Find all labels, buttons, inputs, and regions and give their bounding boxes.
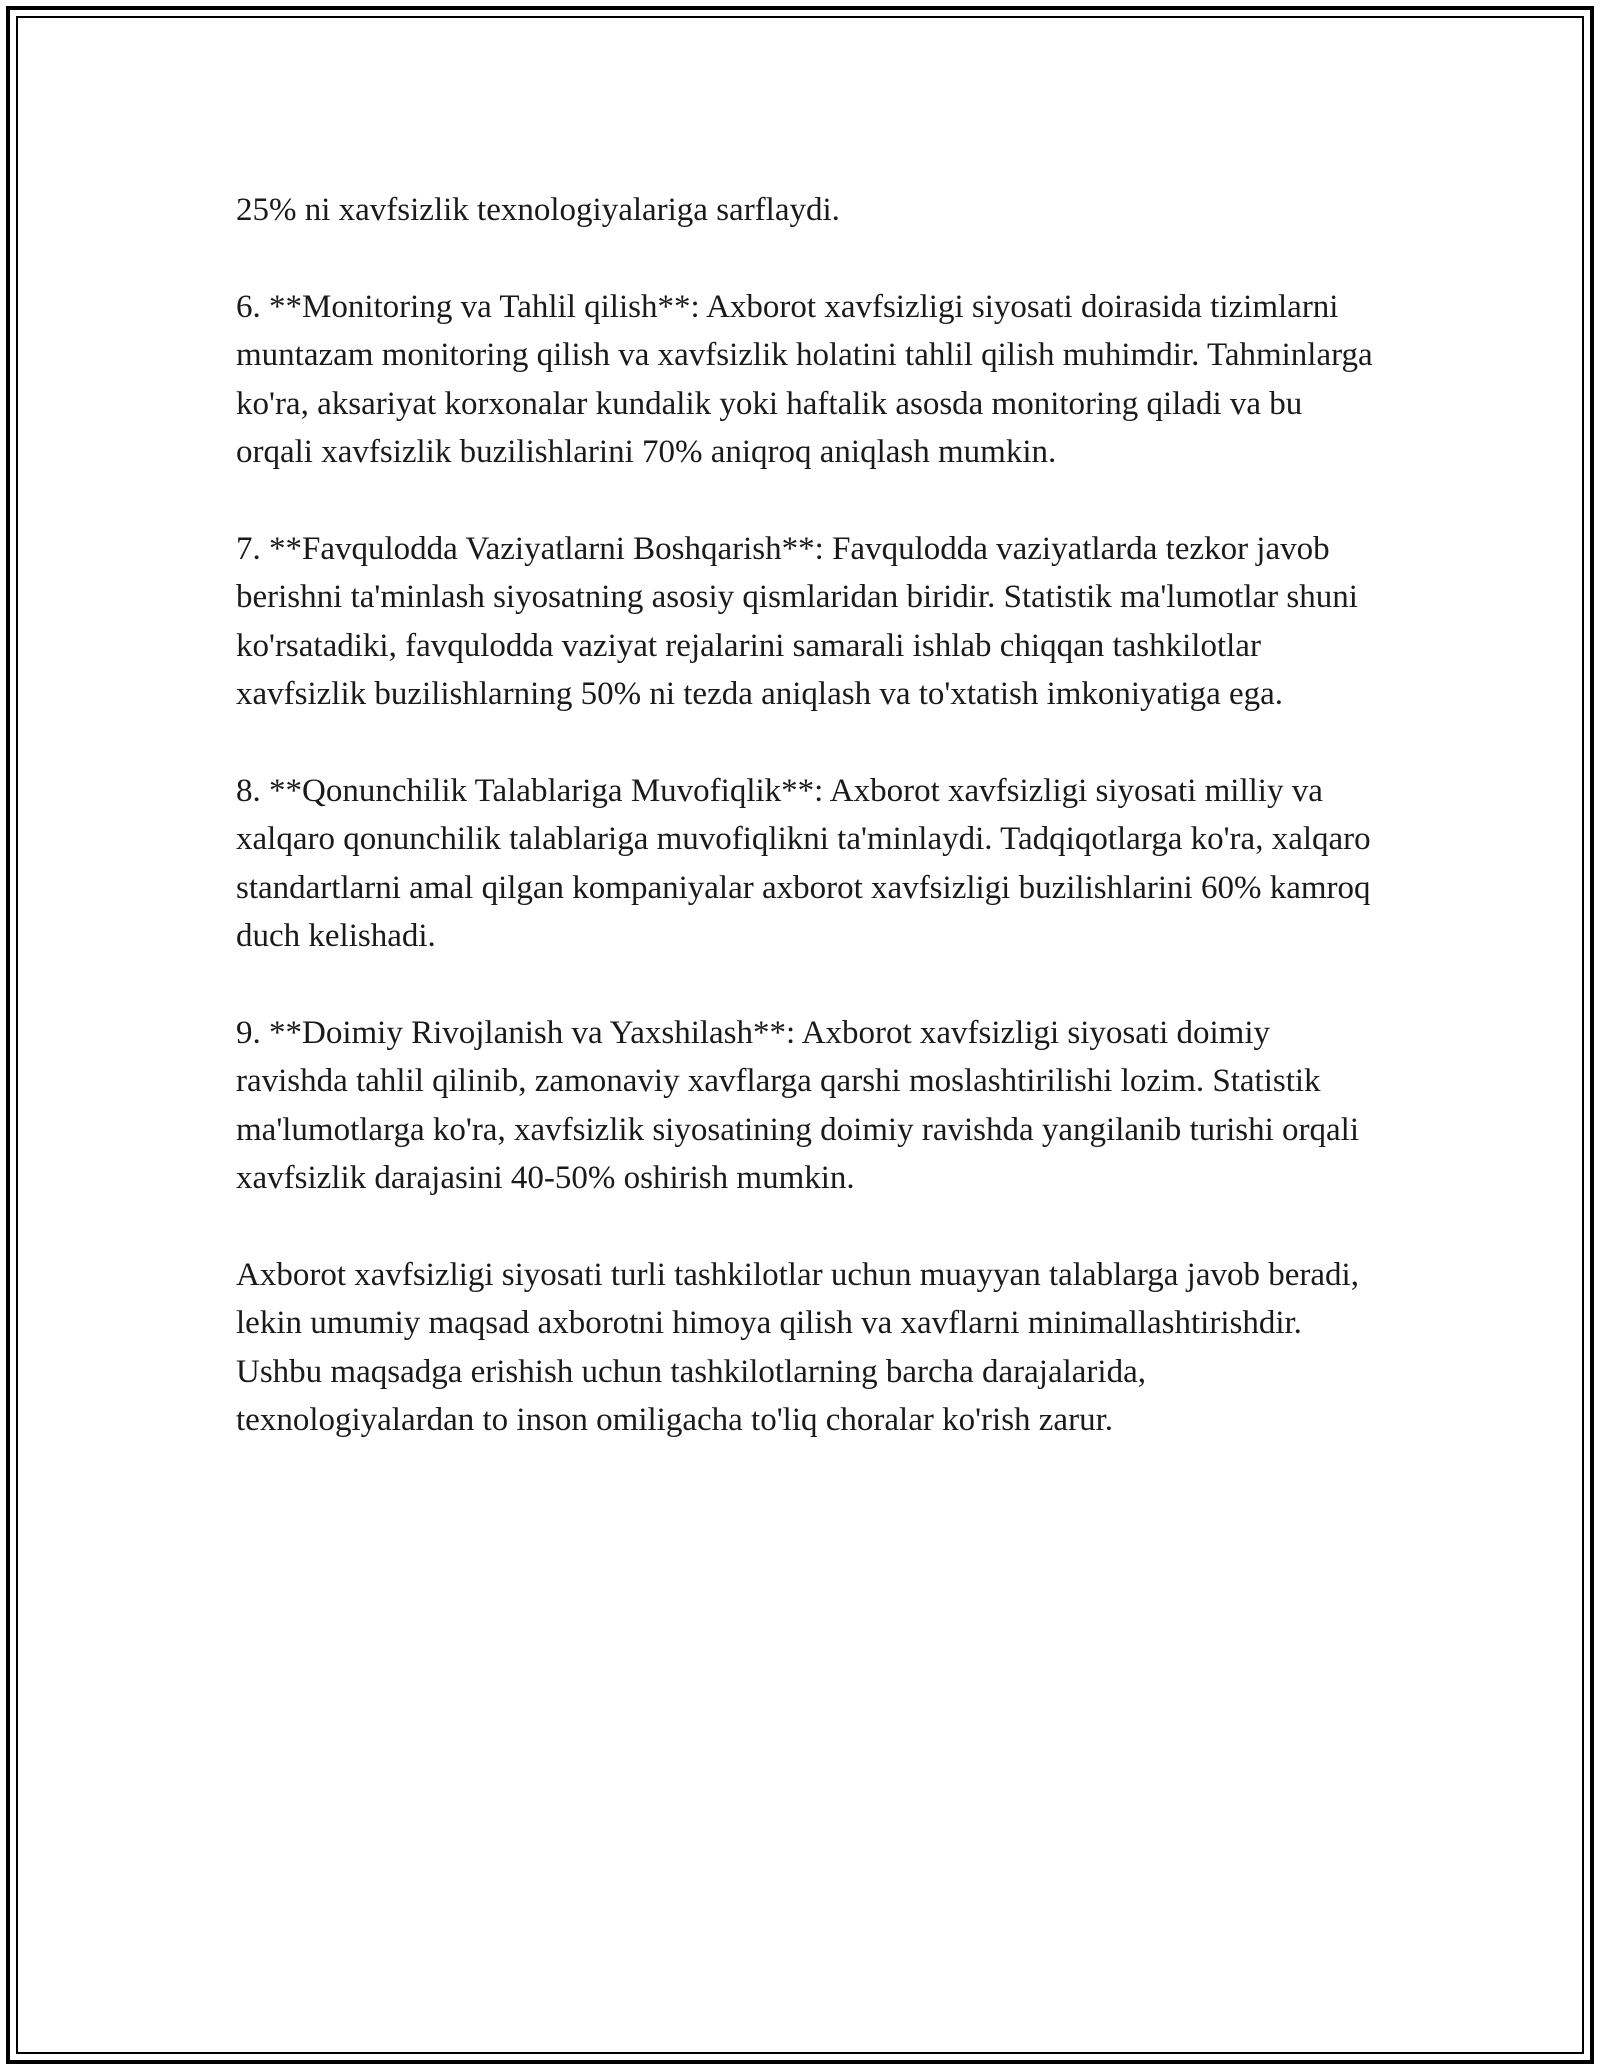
paragraph-monitoring: 6. **Monitoring va Tahlil qilish**: Axborot xavfsizligi siyosati doirasida tizimlarni muntazam monitoring qilish va xavfsizlik holatini tahlil qilish muhimdir. Tahminlarga ko'ra, aksariyat korxonalar kundalik yoki haftalik asosda monitoring qiladi va bu orqali xavfsizlik buzilishlarini 70% aniqroq aniqlash mumkin. (236, 288, 1373, 471)
paragraph-conclusion: Axborot xavfsizligi siyosati turli tashkilotlar uchun muayyan talablarga javob beradi, lekin umumiy maqsad axborotni himoya qilish va xavflarni minimallashtirishdir. Ushbu maqsadga erishish uchun tashkilotlarning barcha darajalarida, texnologiyalardan to inson omiligacha to'liq choralar ko'rish zarur. (236, 1256, 1359, 1439)
document-body (236, 186, 1376, 1444)
paragraph-continuous-improvement: 9. **Doimiy Rivojlanish va Yaxshilash**: Axborot xavfsizligi siyosati doimiy ravishda tahlil qilinib, zamonaviy xavflarga qarshi moslashtirilishi lozim. Statistik ma'lumotlarga ko'ra, xavfsizlik siyosatining doimiy ravishda yangilanib turishi orqali xavfsizlik darajasini 40-50% oshirish mumkin. (236, 1014, 1359, 1197)
paragraph-emergency-management: 7. **Favqulodda Vaziyatlarni Boshqarish**: Favqulodda vaziyatlarda tezkor javob berishni ta'minlash siyosatning asosiy qismlaridan biridir. Statistik ma'lumotlar shuni ko'rsatadiki, favqulodda vaziyat rejalarini samarali ishlab chiqqan tashkilotlar xavfsizlik buzilishlarning 50% ni tezda aniqlash va to'xtatish imkoniyatiga ega. (236, 530, 1358, 713)
paragraph-continuation: 25% ni xavfsizlik texnologiyalariga sarflaydi. (236, 192, 840, 228)
paragraph-legal-compliance: 8. **Qonunchilik Talablariga Muvofiqlik**: Axborot xavfsizligi siyosati milliy va xalqaro qonunchilik talablariga muvofiqlikni ta'minlaydi. Tadqiqotlarga ko'ra, xalqaro standartlarni amal qilgan kompaniyalar axborot xavfsizligi buzilishlarini 60% kamroq duch kelishadi. (236, 772, 1371, 955)
